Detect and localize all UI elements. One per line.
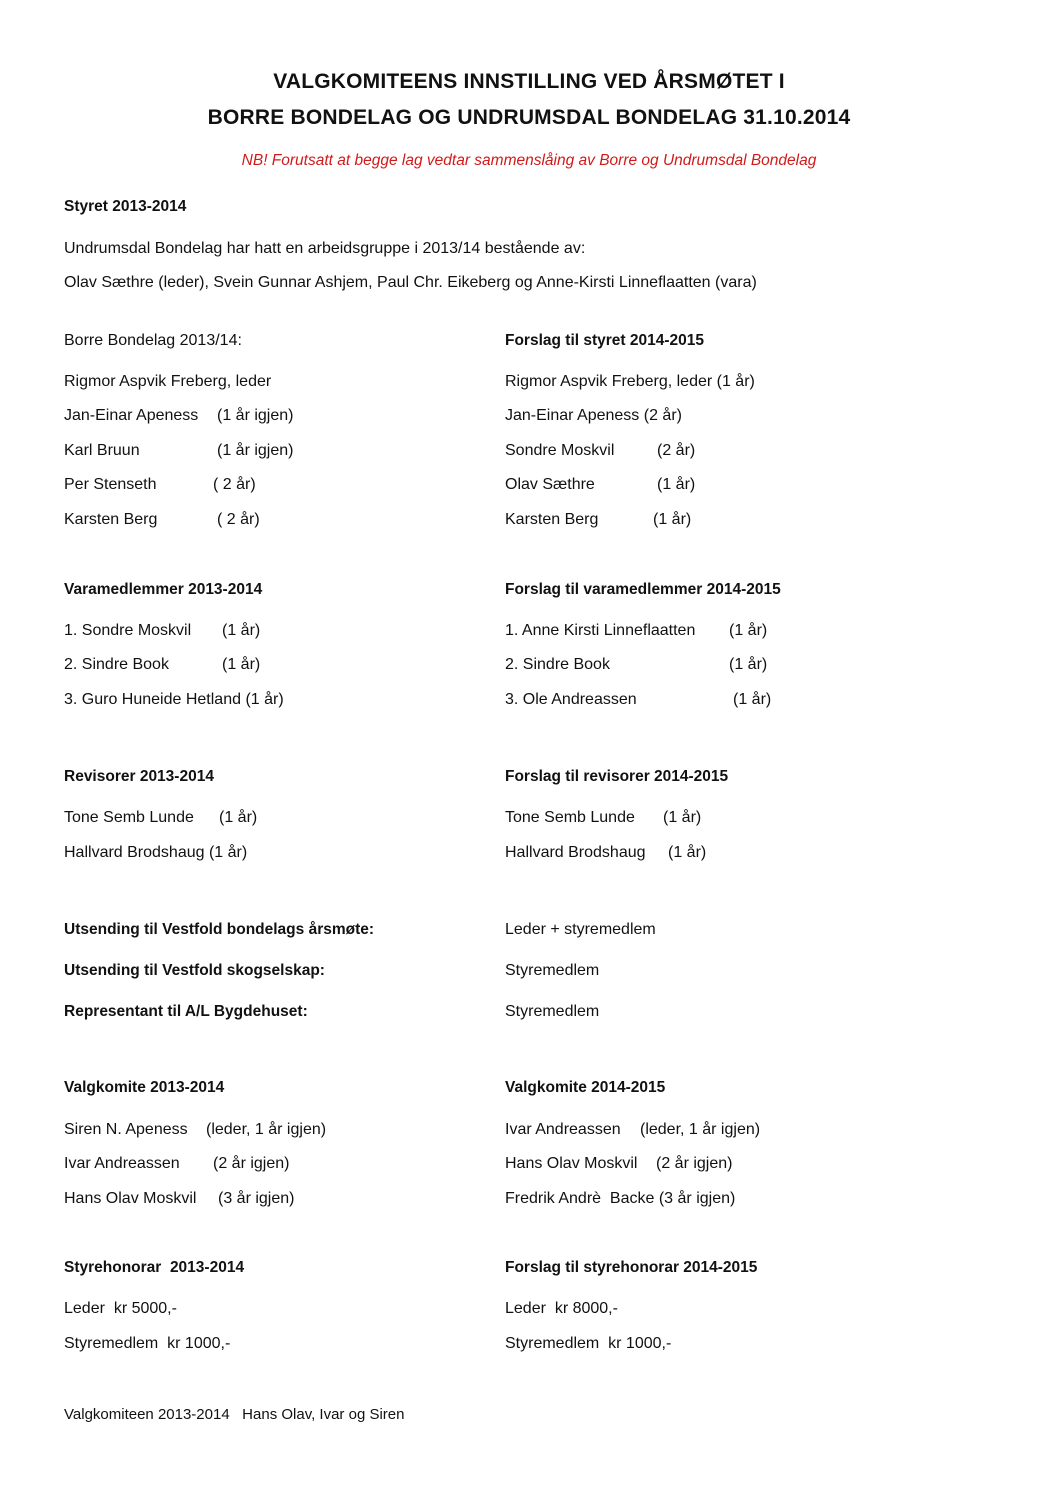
delegate-label: Utsending til Vestfold skogselskap: <box>64 962 325 979</box>
board-left-name: Karsten Berg <box>64 511 158 528</box>
committee-right-term: (2 år igjen) <box>656 1155 733 1172</box>
deputies-right-term: (1 år) <box>729 622 768 639</box>
deputies-left-heading: Varamedlemmer 2013-2014 <box>64 581 263 598</box>
committee-left-term: (3 år igjen) <box>218 1190 295 1207</box>
intro-line-2: Olav Sæthre (leder), Svein Gunnar Ashjem, Paul Chr. Eikeberg og Anne-Kirsti Linneflaatten (vara) <box>64 274 757 291</box>
committee-right-name: Hans Olav Moskvil <box>505 1155 638 1172</box>
board-left-term: ( 2 år) <box>213 476 256 493</box>
board-left-heading: Borre Bondelag 2013/14: <box>64 332 242 349</box>
deputies-right-name: 2. Sindre Book <box>505 656 610 673</box>
board-left-name: Karl Bruun <box>64 442 140 459</box>
auditors-right-term: (1 år) <box>668 844 707 861</box>
deputies-right-heading: Forslag til varamedlemmer 2014-2015 <box>505 581 781 598</box>
fees-left-item: Styremedlem kr 1000,- <box>64 1335 231 1352</box>
auditors-left-heading: Revisorer 2013-2014 <box>64 768 214 785</box>
auditors-left-name: Tone Semb Lunde <box>64 809 194 826</box>
auditors-right-name: Hallvard Brodshaug <box>505 844 646 861</box>
delegate-label: Utsending til Vestfold bondelags årsmøte: <box>64 921 375 938</box>
deputies-left-term: (1 år) <box>222 656 261 673</box>
deputies-left-name: 2. Sindre Book <box>64 656 169 673</box>
committee-right-name: Ivar Andreassen <box>505 1121 621 1138</box>
deputies-right-name: 1. Anne Kirsti Linneflaatten <box>505 622 696 639</box>
fees-left-heading: Styrehonorar 2013-2014 <box>64 1259 245 1276</box>
committee-left-term: (leder, 1 år igjen) <box>206 1121 327 1138</box>
board-right-term: (1 år) <box>657 476 696 493</box>
board-right-name: Olav Sæthre <box>505 476 595 493</box>
auditors-right-heading: Forslag til revisorer 2014-2015 <box>505 768 729 785</box>
fees-right-item: Leder kr 8000,- <box>505 1300 618 1317</box>
committee-right-term: (leder, 1 år igjen) <box>640 1121 761 1138</box>
auditors-right-name: Tone Semb Lunde <box>505 809 635 826</box>
board-right-term: (2 år) <box>657 442 696 459</box>
board-left-name: Per Stenseth <box>64 476 157 493</box>
delegate-label: Representant til A/L Bygdehuset: <box>64 1003 308 1020</box>
document-title-line-2: BORRE BONDELAG OG UNDRUMSDAL BONDELAG 31.10.2014 <box>207 106 851 129</box>
fees-left-item: Leder kr 5000,- <box>64 1300 177 1317</box>
deputies-left-name: 3. Guro Huneide Hetland (1 år) <box>64 691 284 708</box>
deputies-right-term: (1 år) <box>729 656 768 673</box>
board-right-heading: Forslag til styret 2014-2015 <box>505 332 705 349</box>
committee-left-name: Ivar Andreassen <box>64 1155 180 1172</box>
committee-left-name: Siren N. Apeness <box>64 1121 188 1138</box>
signature-line: Valgkomiteen 2013-2014 Hans Olav, Ivar og Siren <box>64 1406 405 1423</box>
committee-left-term: (2 år igjen) <box>213 1155 290 1172</box>
notice-text: NB! Forutsatt at begge lag vedtar sammenslåing av Borre og Undrumsdal Bondelag <box>241 152 817 169</box>
board-left-name: Rigmor Aspvik Freberg, leder <box>64 373 272 390</box>
deputies-left-name: 1. Sondre Moskvil <box>64 622 192 639</box>
auditors-left-name: Hallvard Brodshaug (1 år) <box>64 844 248 861</box>
board-left-term: (1 år igjen) <box>217 442 294 459</box>
auditors-left-term: (1 år) <box>219 809 258 826</box>
board-right-name: Karsten Berg <box>505 511 599 528</box>
committee-left-name: Hans Olav Moskvil <box>64 1190 197 1207</box>
delegate-value: Styremedlem <box>505 962 600 979</box>
board-right-term: (1 år) <box>653 511 692 528</box>
auditors-right-term: (1 år) <box>663 809 702 826</box>
board-right-name: Sondre Moskvil <box>505 442 615 459</box>
committee-right-heading: Valgkomite 2014-2015 <box>505 1079 666 1096</box>
intro-line-1: Undrumsdal Bondelag har hatt en arbeidsgruppe i 2013/14 bestående av: <box>64 240 586 257</box>
committee-right-name: Fredrik Andrè Backe (3 år igjen) <box>505 1190 736 1207</box>
deputies-right-term: (1 år) <box>733 691 772 708</box>
fees-right-heading: Forslag til styrehonorar 2014-2015 <box>505 1259 758 1276</box>
board-left-name: Jan-Einar Apeness <box>64 407 199 424</box>
fees-right-item: Styremedlem kr 1000,- <box>505 1335 672 1352</box>
board-right-name: Jan-Einar Apeness (2 år) <box>505 407 682 424</box>
board-left-term: ( 2 år) <box>217 511 260 528</box>
deputies-left-term: (1 år) <box>222 622 261 639</box>
styret-heading: Styret 2013-2014 <box>64 198 187 215</box>
deputies-right-name: 3. Ole Andreassen <box>505 691 637 708</box>
document-title-line-1: VALGKOMITEENS INNSTILLING VED ÅRSMØTET I <box>273 70 785 93</box>
delegate-value: Leder + styremedlem <box>505 921 656 938</box>
board-left-term: (1 år igjen) <box>217 407 294 424</box>
delegate-value: Styremedlem <box>505 1003 600 1020</box>
board-right-name: Rigmor Aspvik Freberg, leder (1 år) <box>505 373 755 390</box>
committee-left-heading: Valgkomite 2013-2014 <box>64 1079 225 1096</box>
